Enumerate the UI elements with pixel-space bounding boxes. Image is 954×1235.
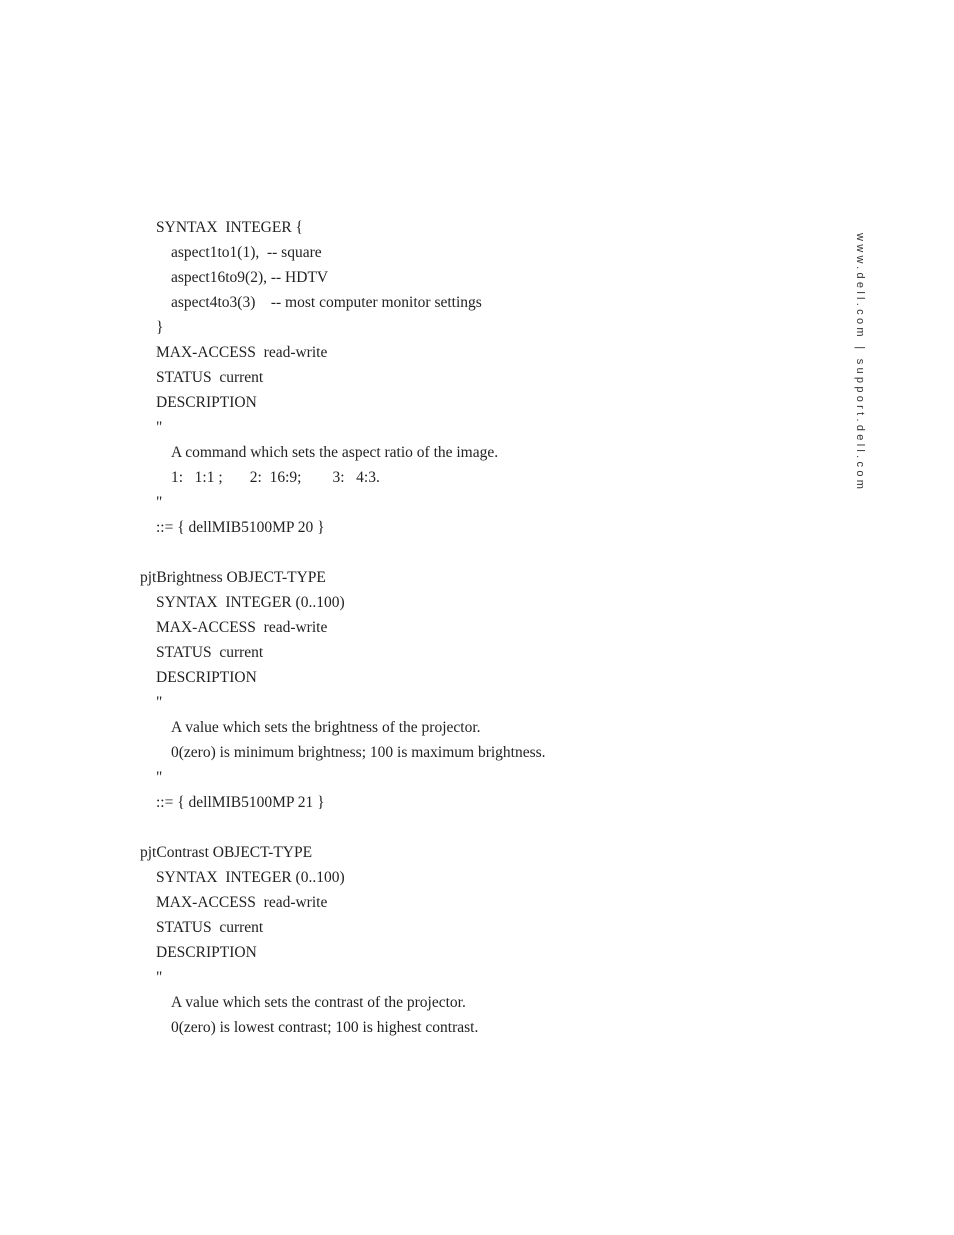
description-text: 0(zero) is minimum brightness; 100 is maximum brightness.	[171, 744, 546, 761]
enum-item-aspect1to1: aspect1to1(1), -- square	[171, 244, 322, 261]
quote-close: "	[156, 769, 163, 786]
closing-brace: }	[156, 319, 164, 336]
quote-open: "	[156, 419, 163, 436]
quote-open: "	[156, 969, 163, 986]
description-label: DESCRIPTION	[156, 669, 257, 686]
quote-close: "	[156, 494, 163, 511]
oid-assignment: ::= { dellMIB5100MP 20 }	[156, 519, 325, 536]
max-access-line: MAX-ACCESS read-write	[156, 619, 328, 636]
sidebar-url-text: www.dell.com | support.dell.com	[854, 233, 866, 493]
object-type-heading: pjtBrightness OBJECT-TYPE	[140, 569, 326, 586]
description-text: A value which sets the brightness of the projector.	[171, 719, 481, 736]
status-line: STATUS current	[156, 369, 264, 386]
max-access-line: MAX-ACCESS read-write	[156, 894, 328, 911]
max-access-line: MAX-ACCESS read-write	[156, 344, 328, 361]
object-type-heading: pjtContrast OBJECT-TYPE	[140, 844, 313, 861]
oid-assignment: ::= { dellMIB5100MP 21 }	[156, 794, 325, 811]
enum-item-aspect16to9: aspect16to9(2), -- HDTV	[171, 269, 329, 286]
status-line: STATUS current	[156, 919, 264, 936]
description-text: A command which sets the aspect ratio of the image.	[171, 444, 499, 461]
syntax-line: SYNTAX INTEGER (0..100)	[156, 869, 345, 886]
description-text: 0(zero) is lowest contrast; 100 is highest contrast.	[171, 1019, 479, 1036]
description-label: DESCRIPTION	[156, 944, 257, 961]
description-text: A value which sets the contrast of the projector.	[171, 994, 466, 1011]
syntax-line: SYNTAX INTEGER (0..100)	[156, 594, 345, 611]
status-line: STATUS current	[156, 644, 264, 661]
enum-item-aspect4to3: aspect4to3(3) -- most computer monitor settings	[171, 294, 482, 311]
description-label: DESCRIPTION	[156, 394, 257, 411]
sidebar-website	[852, 233, 870, 493]
quote-open: "	[156, 694, 163, 711]
syntax-line: SYNTAX INTEGER {	[156, 219, 303, 236]
description-text: 1: 1:1 ; 2: 16:9; 3: 4:3.	[171, 469, 380, 486]
